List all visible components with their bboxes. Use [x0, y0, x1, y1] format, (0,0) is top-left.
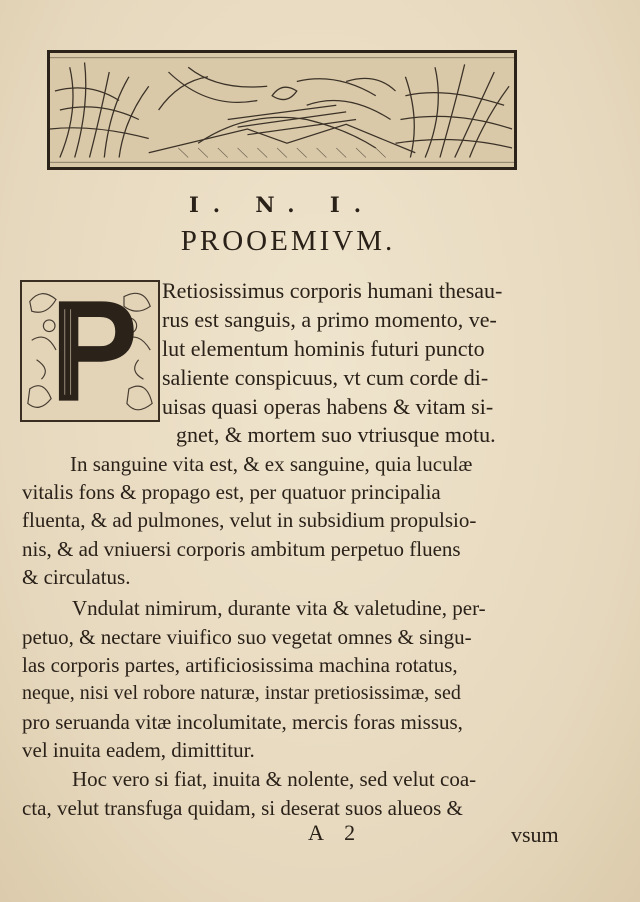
text-line: Hoc vero si fiat, inuita & nolente, sed velut coa- — [72, 767, 477, 791]
decorated-initial-p — [20, 280, 160, 422]
text-line: cta, velut transfuga quidam, si deserat suos alueos & — [22, 796, 463, 820]
text-line: & circulatus. — [22, 565, 131, 589]
text-line: nis, & ad vniuersi corporis ambitum perpetuo fluens — [22, 537, 461, 561]
text-line: pro seruanda vitæ incolumitate, mercis foras missus, — [22, 710, 463, 734]
text-line: Vndulat nimirum, durante vita & valetudine, per- — [72, 596, 486, 620]
catchword: vsum — [511, 822, 559, 847]
text-line: neque, nisi vel robore naturæ, instar pretiosissimæ, sed — [22, 682, 461, 704]
text-line: saliente conspicuus, vt cum corde di- — [162, 365, 489, 390]
text-line: vel inuita eadem, dimittitur. — [22, 738, 255, 762]
text-line: rus est sanguis, a primo momento, ve- — [162, 307, 497, 332]
text-line: lut elementum hominis futuri puncto — [162, 336, 485, 361]
text-line: In sanguine vita est, & ex sanguine, quia luculæ — [70, 452, 473, 476]
text-line: Retiosissimus corporis humani thesau- — [162, 278, 503, 303]
text-line: gnet, & mortem suo vtriusque motu. — [176, 422, 496, 447]
text-line: las corporis partes, artificiosissima machina rotatus, — [22, 653, 458, 677]
woodcut-headpiece — [47, 50, 517, 170]
text-line: uisas quasi operas habens & vitam si- — [162, 394, 494, 419]
signature-mark: A 2 — [308, 820, 364, 845]
text-line: fluenta, & ad pulmones, velut in subsidium propulsio- — [22, 508, 477, 532]
text-line: vitalis fons & propago est, per quatuor principalia — [22, 480, 441, 504]
page-title: PROOEMIVM. — [180, 225, 396, 257]
section-label: I. N. I. — [188, 192, 376, 217]
text-line: petuo, & nectare viuifico suo vegetat omnes & singu- — [22, 625, 472, 649]
